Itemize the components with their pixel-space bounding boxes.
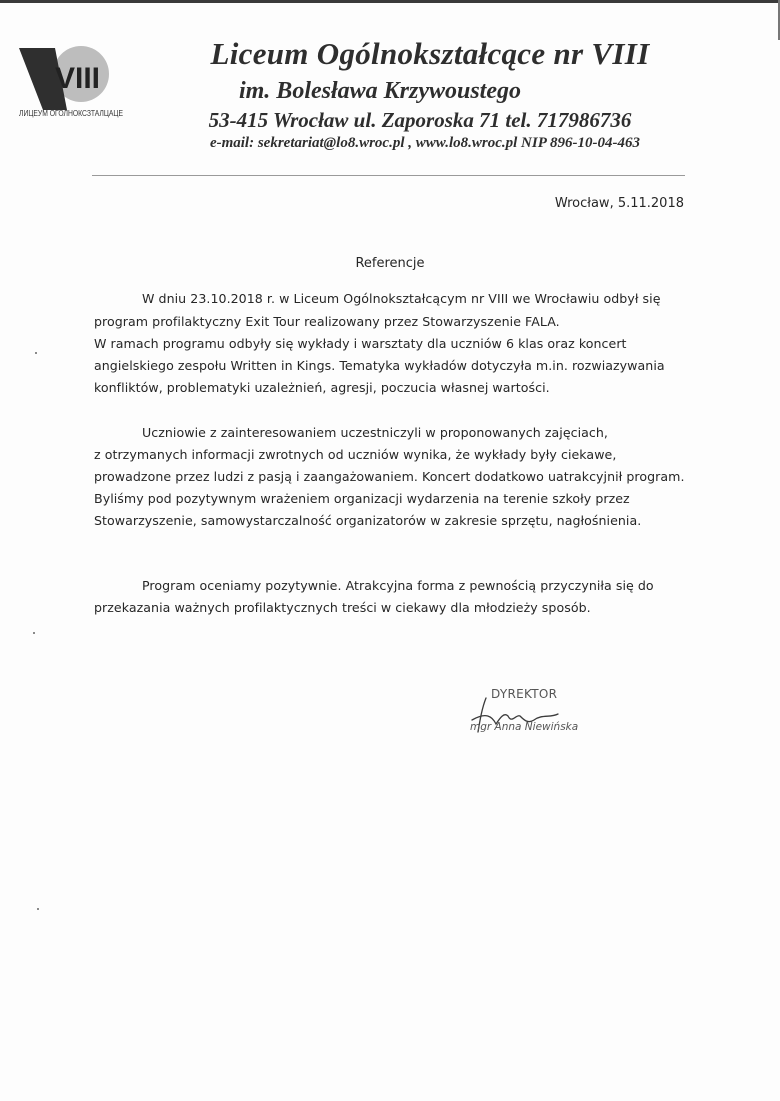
body-line: angielskiego zespołu Written in Kings. Tematyka wykładów dotyczyła m.in. rozwiazywania	[94, 358, 665, 373]
body-line: W dniu 23.10.2018 r. w Liceum Ogólnokształcącym nr VIII we Wrocławiu odbył się	[142, 291, 661, 306]
scan-speck	[37, 908, 39, 910]
school-address: 53-415 Wrocław ul. Zaporoska 71 tel. 717986736	[208, 108, 632, 132]
letter-date: Wrocław, 5.11.2018	[554, 196, 684, 211]
school-logo	[15, 40, 127, 126]
body-line: prowadzone przez ludzi z pasją i zaangażowaniem. Koncert dodatkowo uatrakcyjnił program.	[94, 469, 685, 484]
body-line: W ramach programu odbyły się wykłady i warsztaty dla uczniów 6 klas oraz koncert	[94, 336, 627, 351]
scan-speck	[33, 632, 35, 634]
body-line: Uczniowie z zainteresowaniem uczestniczyli w proponowanych zajęciach,	[142, 425, 608, 440]
body-line: Stowarzyszenie, samowystarczalność organizatorów w zakresie sprzętu, nagłośnienia.	[94, 513, 642, 528]
body-line: Program oceniamy pozytywnie. Atrakcyjna forma z pewnością przyczyniła się do	[142, 578, 654, 593]
scan-edge-top	[0, 0, 780, 3]
signature-role: DYREKTOR	[491, 687, 558, 701]
body-line: przekazania ważnych profilaktycznych treści w ciekawy dla młodzieży sposób.	[94, 600, 591, 615]
scan-speck	[35, 352, 37, 354]
letter-title: Referencje	[355, 256, 425, 271]
school-contacts: e-mail: sekretariat@lo8.wroc.pl , www.lo8.wroc.pl NIP 896-10-04-463	[209, 135, 641, 151]
body-line: program profilaktyczny Exit Tour realizowany przez Stowarzyszenie FALA.	[94, 314, 560, 329]
school-patron: im. Bolesława Krzywoustego	[238, 78, 522, 104]
signature-name: mgr Anna Niewińska	[470, 721, 579, 733]
letterhead-divider	[92, 175, 685, 176]
school-name: Liceum Ogólnokształcące nr VIII	[210, 36, 650, 71]
logo-numeral: VIII	[55, 62, 101, 95]
body-line: konfliktów, problematyki uzależnień, agresji, poczucia własnej wartości.	[94, 380, 550, 395]
body-line: Byliśmy pod pozytywnym wrażeniem organizacji wydarzenia na terenie szkoły przez	[94, 491, 630, 506]
logo-caption: ЛИЦЕУМ ОГОЛНОКСЗТАЛЦАЦЕ	[19, 108, 124, 118]
body-line: z otrzymanych informacji zwrotnych od uczniów wynika, że wykłady były ciekawe,	[94, 447, 617, 462]
